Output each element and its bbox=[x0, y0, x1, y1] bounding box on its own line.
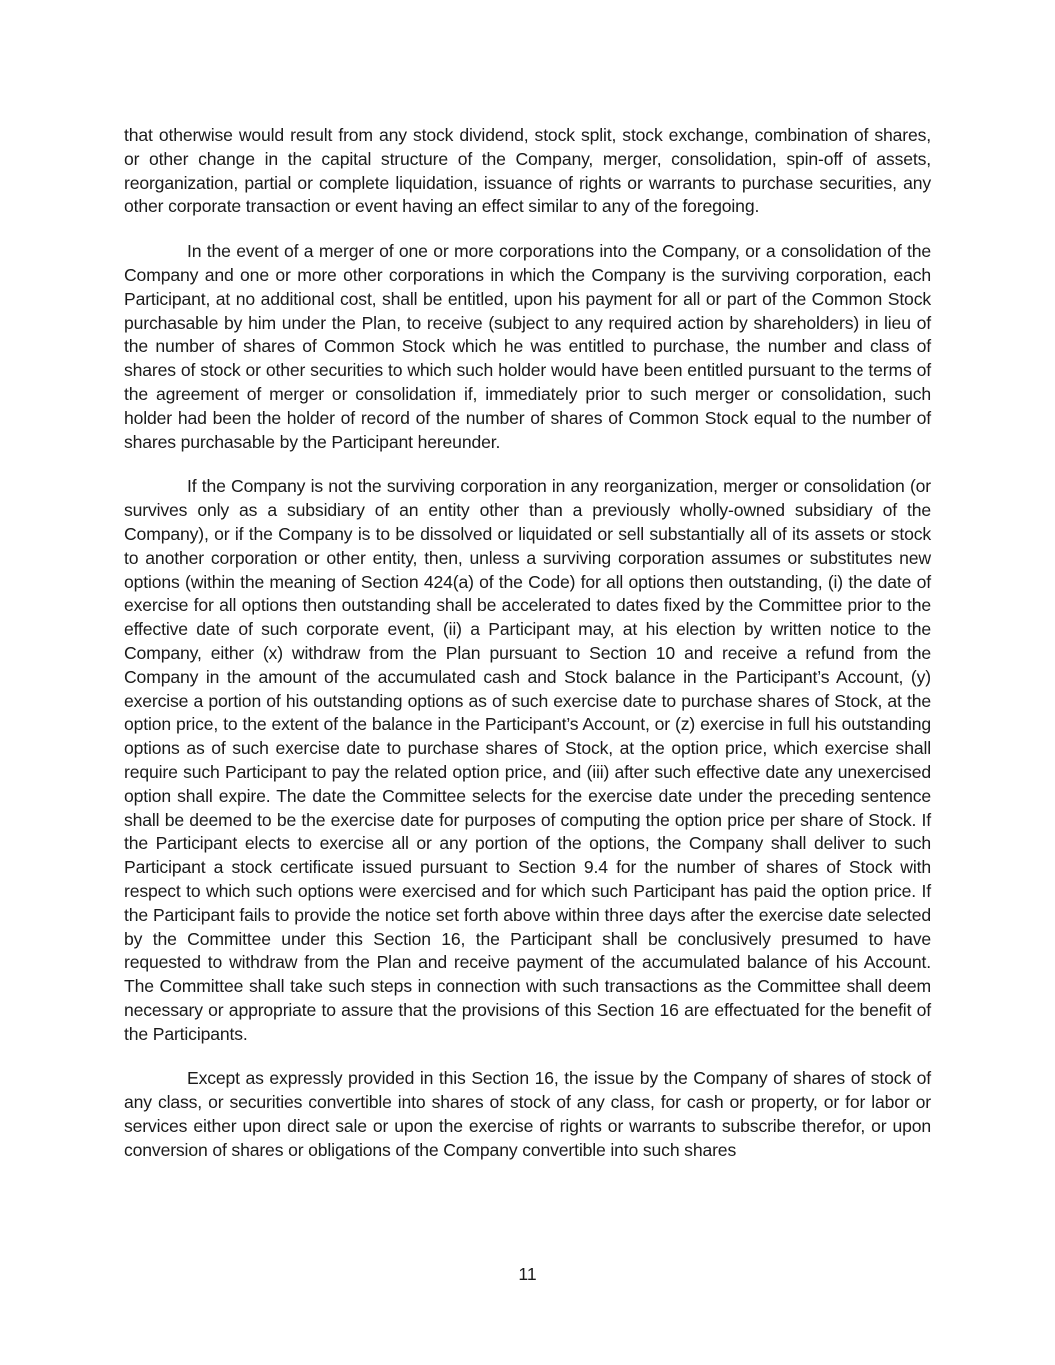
paragraph-exceptions: Except as expressly provided in this Section 16, the issue by the Company of shares of stock of any class, or securities convertible into shares of stock of any class, for cash or property, or for labor or services either upon direct sale or upon the exercise of rights or warrants to subscribe therefor, or upon conversion of shares or obligations of the Company convertible into such shares bbox=[124, 1068, 931, 1160]
paragraph-continuation: that otherwise would result from any stock dividend, stock split, stock exchange, combination of shares, or other change in the capital structure of the Company, merger, consolidation, spin-off of assets, reorganization, partial or complete liquidation, issuance of rights or warrants to purchase securities, any other corporate transaction or event having an effect similar to any of the foregoing. bbox=[124, 125, 931, 217]
paragraph-merger: In the event of a merger of one or more corporations into the Company, or a consolidation of the Company and one or more other corporations in which the Company is the surviving corporation, each Participant, at no additional cost, shall be entitled, upon his payment for all or part of the Common Stock purchasable by him under the Plan, to receive (subject to any required action by shareholders) in lieu of the number of shares of Common Stock which he was entitled to purchase, the number and class of shares of stock or other securities to which such holder would have been entitled pursuant to the terms of the agreement of merger or consolidation if, immediately prior to such merger or consolidation, such holder had been the holder of record of the number of shares of Common Stock equal to the number of shares purchasable by the Participant hereunder. bbox=[124, 241, 931, 452]
document-body bbox=[124, 124, 931, 1184]
paragraph-reorganization: If the Company is not the surviving corporation in any reorganization, merger or consolidation (or survives only as a subsidiary of an entity other than a previously wholly-owned subsidiary of the Company), or if the Company is to be dissolved or liquidated or sell substantially all of its assets or stock to another corporation or other entity, then, unless a surviving corporation assumes or substitutes new options (within the meaning of Section 424(a) of the Code) for all options then outstanding, (i) the date of exercise for all options then outstanding shall be accelerated to dates fixed by the Committee prior to the effective date of such corporate event, (ii) a Participant may, at his election by written notice to the Company, either (x) withdraw from the Plan pursuant to Section 10 and receive a refund from the Company in the amount of the accumulated cash and Stock balance in the Participant’s Account, (y) exercise a portion of his outstanding options as of such exercise date to purchase shares of Stock, at the option price, to the extent of the balance in the Participant’s Account, or (z) exercise in full his outstanding options as of such exercise date to purchase shares of Stock, at the option price, which exercise shall require such Participant to pay the related option price, and (iii) after such effective date any unexercised option shall expire. The date the Committee selects for the exercise date under the preceding sentence shall be deemed to be the exercise date for purposes of computing the option price per share of Stock. If the Participant elects to exercise all or any portion of the options, the Company shall deliver to such Participant a stock certificate issued pursuant to Section 9.4 for the number of shares of Stock with respect to which such options were exercised and for which such Participant has paid the option price. If the Participant fails to provide the notice set forth above within three days after the exercise date selected by the Committee under this Section 16, the Participant shall be conclusively presumed to have requested to withdraw from the Plan and receive payment of the accumulated balance of his Account. The Committee shall take such steps in connection with such transactions as the Committee shall deem necessary or appropriate to assure that the provisions of this Section 16 are effectuated for the benefit of the Participants. bbox=[124, 476, 931, 1044]
page-number: 11 bbox=[518, 1264, 537, 1284]
